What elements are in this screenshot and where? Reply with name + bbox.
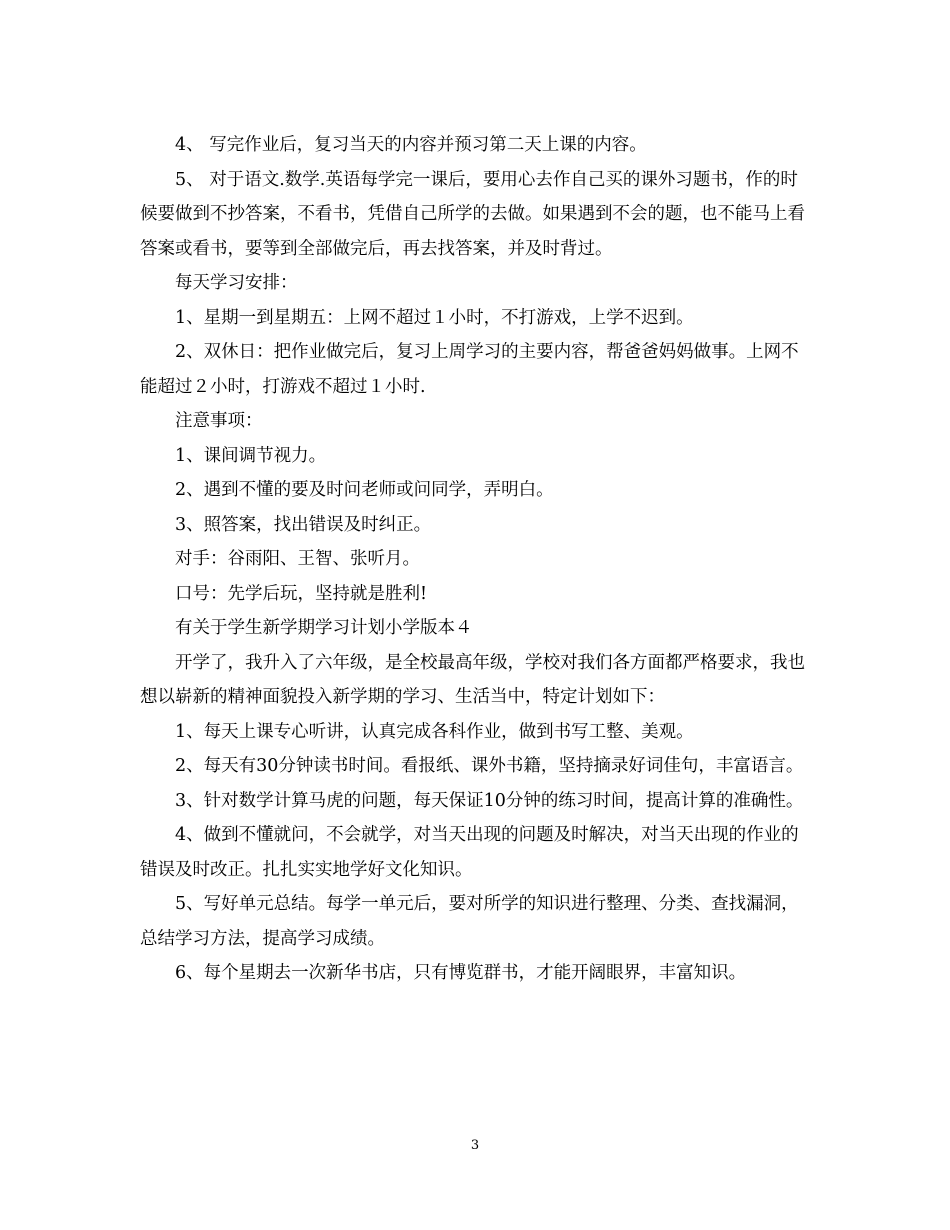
paragraph: 3、针对数学计算马虎的问题，每天保证10分钟的练习时间，提高计算的准确性。 [175,790,804,811]
paragraph: 口号：先学后玩，坚持就是胜利! [175,583,428,604]
paragraph: 对手：谷雨阳、王智、张听月。 [175,549,420,569]
page-number: 3 [470,1138,480,1153]
paragraph: 1、星期一到星期五：上网不超过１小时，不打游戏，上学不迟到。 [175,307,694,328]
paragraph: 5、写好单元总结。每学一单元后，要对所学的知识进行整理、分类、查找漏洞，总结学习方法，提高学习成绩。 [140,894,799,949]
paragraph: 6、每个星期去一次新华书店，只有博览群书，才能开阔眼界，丰富知识。 [175,963,747,983]
paragraph: 1、课间调节视力。 [175,445,327,466]
paragraph: 3、照答案，找出错误及时纠正。 [175,514,432,535]
paragraph: 4、 写完作业后，复习当天的内容并预习第二天上课的内容。 [175,135,647,155]
paragraph: 2、每天有30分钟读书时间。看报纸、课外书籍，坚持摘录好词佳句，丰富语言。 [175,756,804,776]
document-body [140,128,812,991]
section-heading: 每天学习安排： [175,273,298,293]
paragraph: 5、 对于语文.数学.英语每学完一课后，要用心去作自己买的课外习题书，作的时候要做到不抄答案，不看书，凭借自己所学的去做。如果遇到不会的题，也不能马上看答案或看书，要等到全部做完后，再去找答案，并及时背过。 [140,169,805,259]
paragraph: 2、双休日：把作业做完后，复习上周学习的主要内容，帮爸爸妈妈做事。上网不能超过２小时，打游戏不超过１小时. [140,342,799,397]
paragraph: 2、遇到不懂的要及时问老师或问同学，弄明白。 [175,480,554,500]
paragraph: 4、做到不懂就问，不会就学，对当天出现的问题及时解决，对当天出现的作业的错误及时改正。扎扎实实地学好文化知识。 [140,825,799,880]
paragraph: 开学了，我升入了六年级，是全校最高年级，学校对我们各方面都严格要求，我也想以崭新的精神面貌投入新学期的学习、生活当中，特定计划如下： [140,652,805,707]
section-heading: 注意事项： [175,411,263,431]
paragraph: 1、每天上课专心听讲，认真完成各科作业，做到书写工整、美观。 [175,721,694,742]
section-title: 有关于学生新学期学习计划小学版本４ [175,618,473,638]
